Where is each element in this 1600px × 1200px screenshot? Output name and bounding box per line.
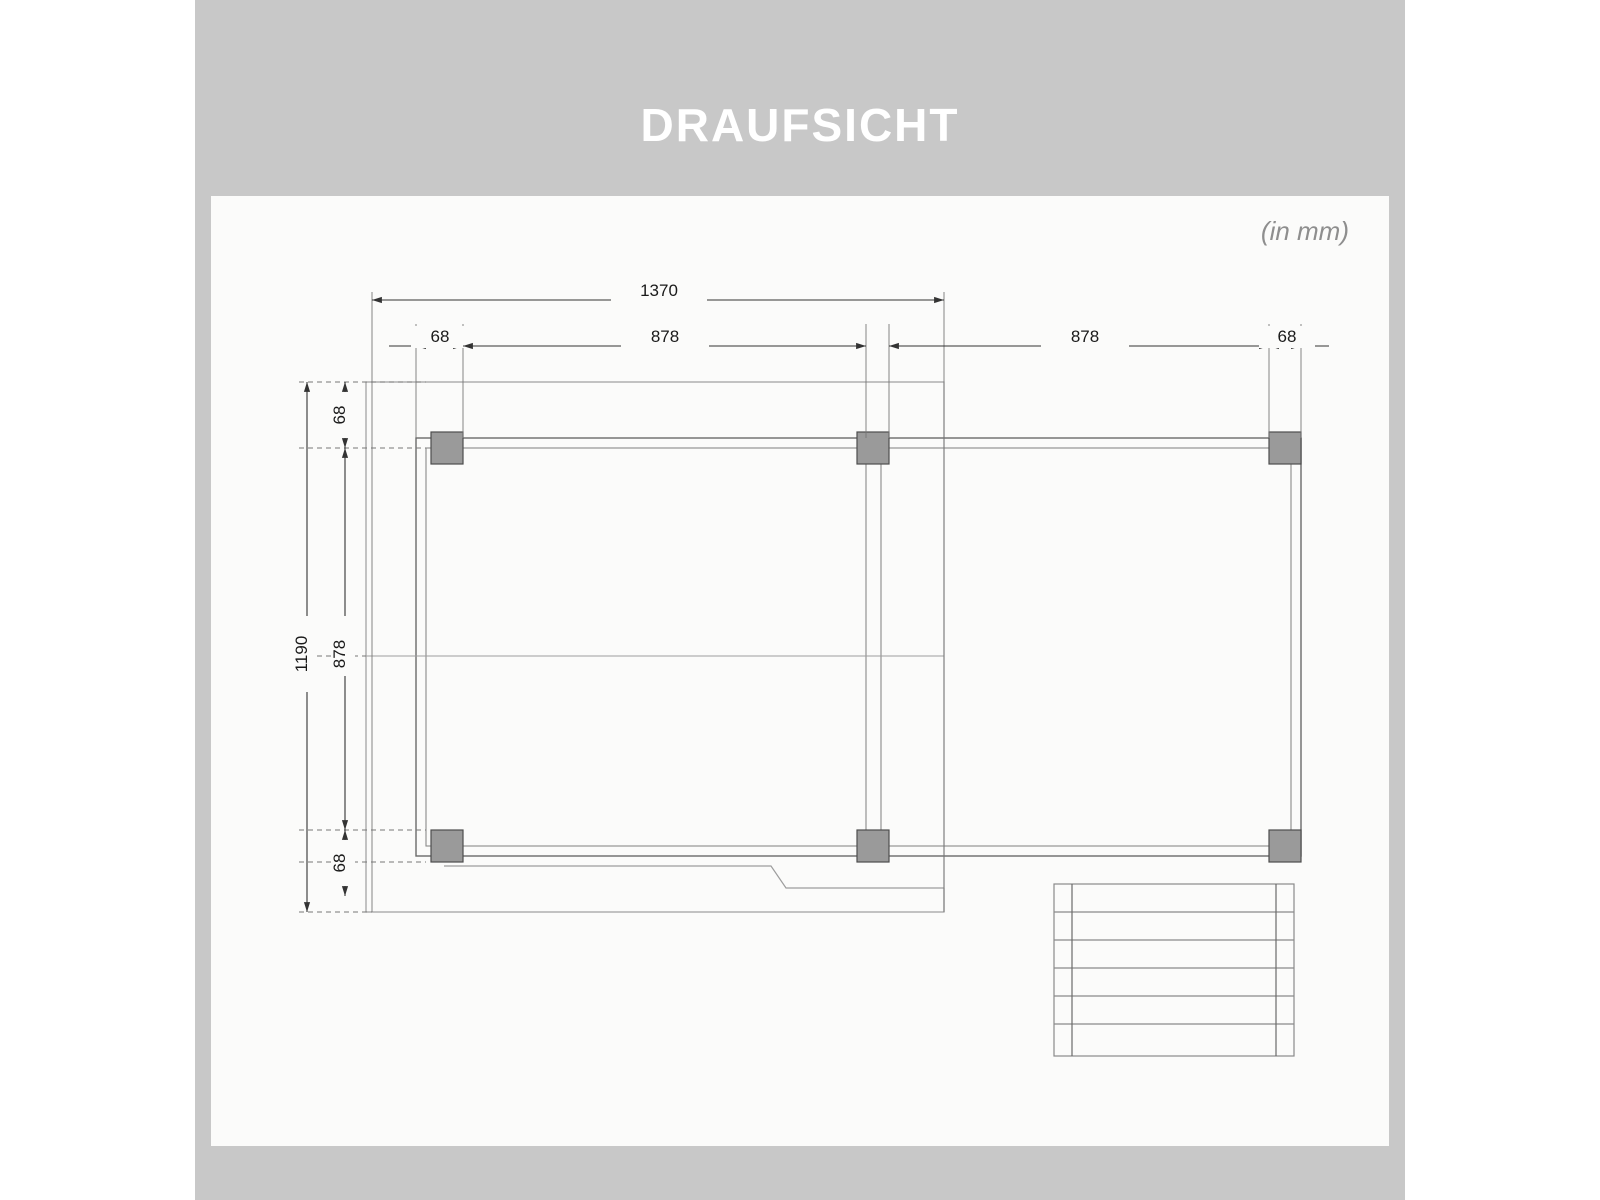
- post-bottom-left: [431, 830, 463, 862]
- dim-label-post-top-right: 68: [1277, 327, 1297, 346]
- ladder-element: [1054, 884, 1294, 1056]
- dim-label-1190: 1190: [292, 635, 311, 673]
- dim-label-depth-inner: 878: [330, 639, 349, 669]
- dimension-overall-depth: [292, 382, 317, 912]
- drawing-area: [211, 196, 1389, 1146]
- witness-lines: [299, 292, 1301, 912]
- post-top-right: [1269, 432, 1301, 464]
- dimension-row-secondary: [389, 326, 1329, 348]
- technical-drawing: [211, 196, 1389, 1146]
- dim-label-1370: 1370: [640, 281, 678, 300]
- post-top-left: [431, 432, 463, 464]
- post-top-center: [857, 432, 889, 464]
- dim-label-bay-right: 878: [1070, 327, 1100, 346]
- dimension-depth-stack: [330, 382, 355, 896]
- dim-label-post-top-left: 68: [430, 327, 450, 346]
- dim-label-post-side-top: 68: [330, 405, 349, 425]
- dim-label-bay-left: 878: [650, 327, 680, 346]
- structure-outline: [366, 382, 1301, 912]
- dimension-overall-width: [372, 280, 944, 302]
- dim-label-post-side-bottom: 68: [330, 853, 349, 873]
- post-bottom-center: [857, 830, 889, 862]
- post-bottom-right: [1269, 830, 1301, 862]
- unit-note: (in mm): [1260, 216, 1349, 246]
- page-title: DRAUFSICHT: [640, 99, 960, 151]
